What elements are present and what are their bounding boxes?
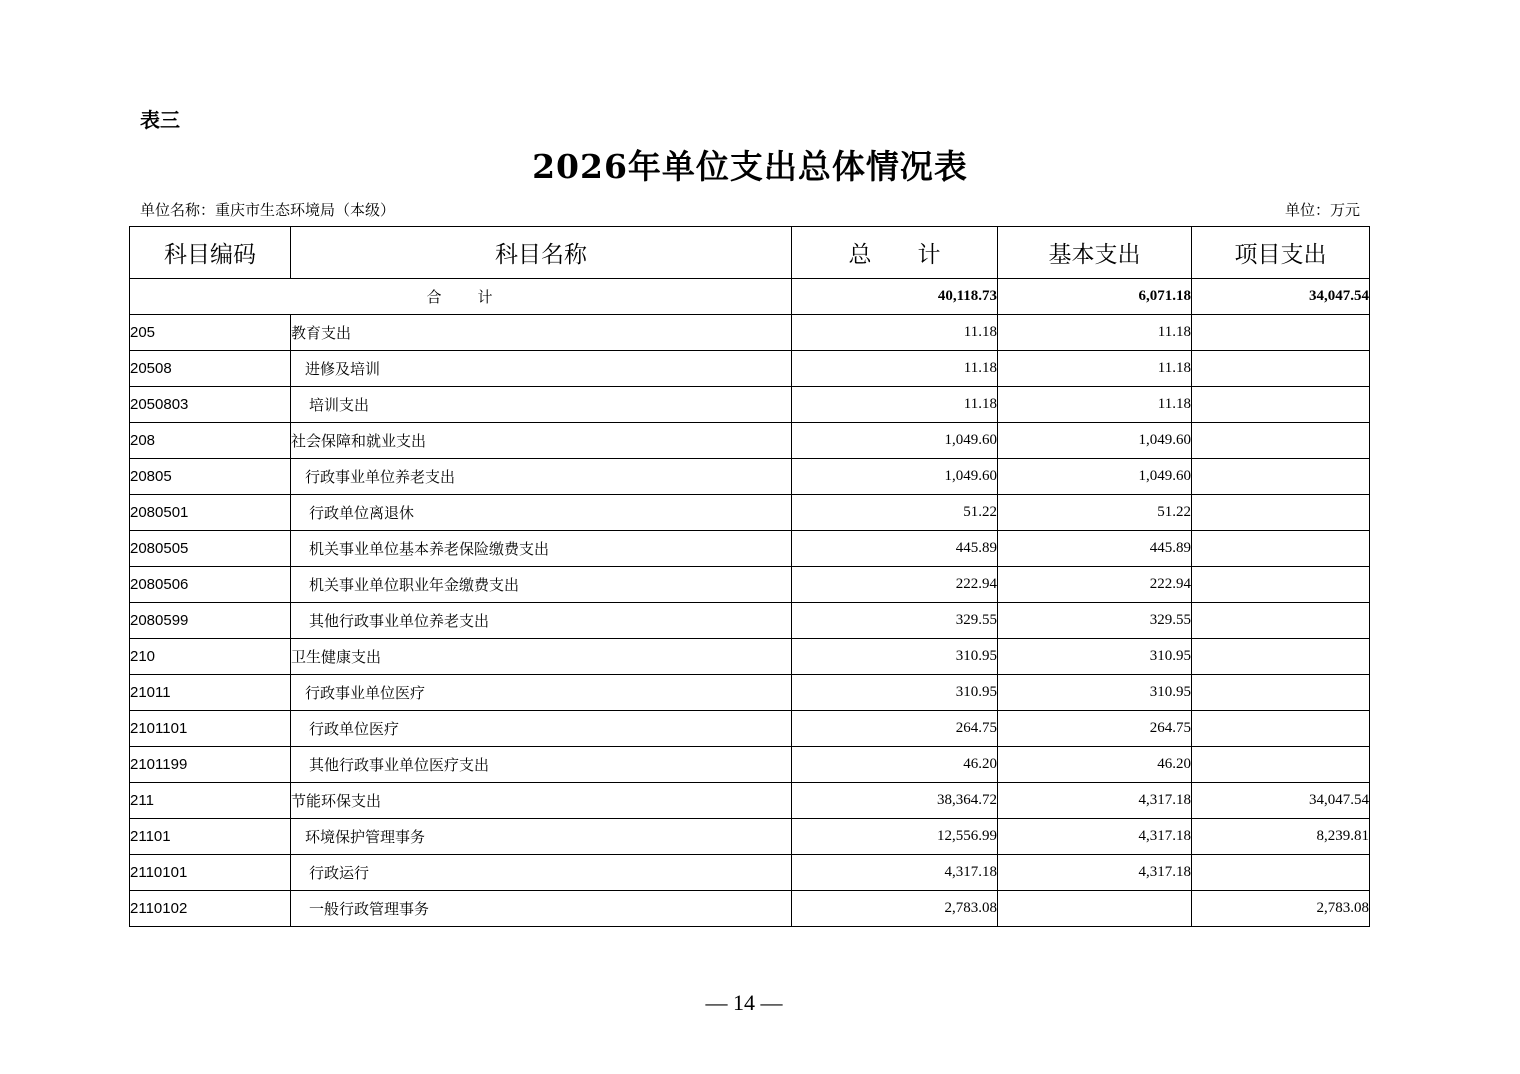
table-row bbox=[130, 351, 1370, 387]
row-basic: 11.18 bbox=[998, 387, 1192, 423]
row-code: 210 bbox=[130, 639, 291, 675]
table-row bbox=[130, 459, 1370, 495]
row-name: 行政单位医疗 bbox=[291, 711, 792, 747]
row-basic: 310.95 bbox=[998, 639, 1192, 675]
row-project bbox=[1192, 351, 1370, 387]
row-project bbox=[1192, 387, 1370, 423]
row-code: 2080505 bbox=[130, 531, 291, 567]
expenditure-table bbox=[129, 226, 1370, 927]
row-code: 211 bbox=[130, 783, 291, 819]
row-project: 2,783.08 bbox=[1192, 891, 1370, 927]
row-name: 进修及培训 bbox=[291, 351, 792, 387]
table-row bbox=[130, 423, 1370, 459]
row-code: 2080599 bbox=[130, 603, 291, 639]
row-code: 2101199 bbox=[130, 747, 291, 783]
header-code: 科目编码 bbox=[130, 227, 291, 279]
row-name: 教育支出 bbox=[291, 315, 792, 351]
row-code: 2110101 bbox=[130, 855, 291, 891]
table-row bbox=[130, 603, 1370, 639]
row-project bbox=[1192, 315, 1370, 351]
row-basic: 4,317.18 bbox=[998, 819, 1192, 855]
row-name: 行政事业单位医疗 bbox=[291, 675, 792, 711]
row-basic: 264.75 bbox=[998, 711, 1192, 747]
row-project bbox=[1192, 711, 1370, 747]
row-name: 一般行政管理事务 bbox=[291, 891, 792, 927]
table-row bbox=[130, 531, 1370, 567]
row-total: 222.94 bbox=[792, 567, 998, 603]
row-basic: 222.94 bbox=[998, 567, 1192, 603]
row-name: 培训支出 bbox=[291, 387, 792, 423]
row-project bbox=[1192, 603, 1370, 639]
row-project: 8,239.81 bbox=[1192, 819, 1370, 855]
row-total: 1,049.60 bbox=[792, 459, 998, 495]
row-basic: 4,317.18 bbox=[998, 855, 1192, 891]
header-basic: 基本支出 bbox=[998, 227, 1192, 279]
meta-row bbox=[140, 199, 1360, 220]
row-total: 11.18 bbox=[792, 387, 998, 423]
header-name: 科目名称 bbox=[291, 227, 792, 279]
row-project bbox=[1192, 747, 1370, 783]
row-total: 329.55 bbox=[792, 603, 998, 639]
row-code: 208 bbox=[130, 423, 291, 459]
row-basic: 310.95 bbox=[998, 675, 1192, 711]
row-project bbox=[1192, 675, 1370, 711]
row-code: 20508 bbox=[130, 351, 291, 387]
row-code: 20805 bbox=[130, 459, 291, 495]
currency-unit: 单位：万元 bbox=[1284, 201, 1360, 219]
row-code: 205 bbox=[130, 315, 291, 351]
table-row bbox=[130, 855, 1370, 891]
row-total: 46.20 bbox=[792, 747, 998, 783]
row-name: 机关事业单位基本养老保险缴费支出 bbox=[291, 531, 792, 567]
table-row bbox=[130, 891, 1370, 927]
row-code: 2110102 bbox=[130, 891, 291, 927]
document-title: 2026年单位支出总体情况表 bbox=[532, 147, 968, 186]
table-row bbox=[130, 819, 1370, 855]
row-code: 21011 bbox=[130, 675, 291, 711]
row-total: 264.75 bbox=[792, 711, 998, 747]
row-basic: 11.18 bbox=[998, 351, 1192, 387]
row-name: 其他行政事业单位养老支出 bbox=[291, 603, 792, 639]
row-code: 2080501 bbox=[130, 495, 291, 531]
row-total: 310.95 bbox=[792, 675, 998, 711]
row-name: 行政单位离退休 bbox=[291, 495, 792, 531]
total-basic-value: 6,071.18 bbox=[998, 279, 1192, 315]
table-row bbox=[130, 711, 1370, 747]
row-basic: 51.22 bbox=[998, 495, 1192, 531]
row-basic: 1,049.60 bbox=[998, 423, 1192, 459]
row-project bbox=[1192, 423, 1370, 459]
table-label: 表三 bbox=[140, 108, 180, 132]
row-total: 445.89 bbox=[792, 531, 998, 567]
row-total: 11.18 bbox=[792, 315, 998, 351]
table-row bbox=[130, 567, 1370, 603]
row-name: 机关事业单位职业年金缴费支出 bbox=[291, 567, 792, 603]
row-name: 环境保护管理事务 bbox=[291, 819, 792, 855]
row-name: 其他行政事业单位医疗支出 bbox=[291, 747, 792, 783]
row-project bbox=[1192, 855, 1370, 891]
row-name: 行政事业单位养老支出 bbox=[291, 459, 792, 495]
row-project bbox=[1192, 495, 1370, 531]
total-label: 合 计 bbox=[130, 279, 792, 315]
row-project bbox=[1192, 459, 1370, 495]
row-code: 2101101 bbox=[130, 711, 291, 747]
total-row bbox=[130, 279, 1370, 315]
row-name: 行政运行 bbox=[291, 855, 792, 891]
row-project bbox=[1192, 531, 1370, 567]
table-row bbox=[130, 387, 1370, 423]
table-row bbox=[130, 783, 1370, 819]
row-basic: 1,049.60 bbox=[998, 459, 1192, 495]
row-project bbox=[1192, 639, 1370, 675]
header-project: 项目支出 bbox=[1192, 227, 1370, 279]
page-number: — 14 — bbox=[705, 990, 783, 1015]
row-basic: 329.55 bbox=[998, 603, 1192, 639]
row-basic: 46.20 bbox=[998, 747, 1192, 783]
unit-name: 单位名称：重庆市生态环境局（本级） bbox=[140, 201, 396, 219]
row-total: 310.95 bbox=[792, 639, 998, 675]
row-project bbox=[1192, 567, 1370, 603]
row-basic: 11.18 bbox=[998, 315, 1192, 351]
total-value: 40,118.73 bbox=[792, 279, 998, 315]
header-total: 总 计 bbox=[792, 227, 998, 279]
row-total: 11.18 bbox=[792, 351, 998, 387]
row-name: 节能环保支出 bbox=[291, 783, 792, 819]
row-total: 12,556.99 bbox=[792, 819, 998, 855]
row-total: 4,317.18 bbox=[792, 855, 998, 891]
row-basic: 4,317.18 bbox=[998, 783, 1192, 819]
row-code: 21101 bbox=[130, 819, 291, 855]
row-name: 社会保障和就业支出 bbox=[291, 423, 792, 459]
row-basic bbox=[998, 891, 1192, 927]
header-row bbox=[130, 227, 1370, 279]
row-total: 38,364.72 bbox=[792, 783, 998, 819]
row-code: 2050803 bbox=[130, 387, 291, 423]
row-project: 34,047.54 bbox=[1192, 783, 1370, 819]
total-project-value: 34,047.54 bbox=[1192, 279, 1370, 315]
row-name: 卫生健康支出 bbox=[291, 639, 792, 675]
table-row bbox=[130, 315, 1370, 351]
row-total: 51.22 bbox=[792, 495, 998, 531]
table-row bbox=[130, 639, 1370, 675]
row-code: 2080506 bbox=[130, 567, 291, 603]
row-basic: 445.89 bbox=[998, 531, 1192, 567]
table-row bbox=[130, 675, 1370, 711]
row-total: 1,049.60 bbox=[792, 423, 998, 459]
row-total: 2,783.08 bbox=[792, 891, 998, 927]
table-row bbox=[130, 495, 1370, 531]
table-row bbox=[130, 747, 1370, 783]
